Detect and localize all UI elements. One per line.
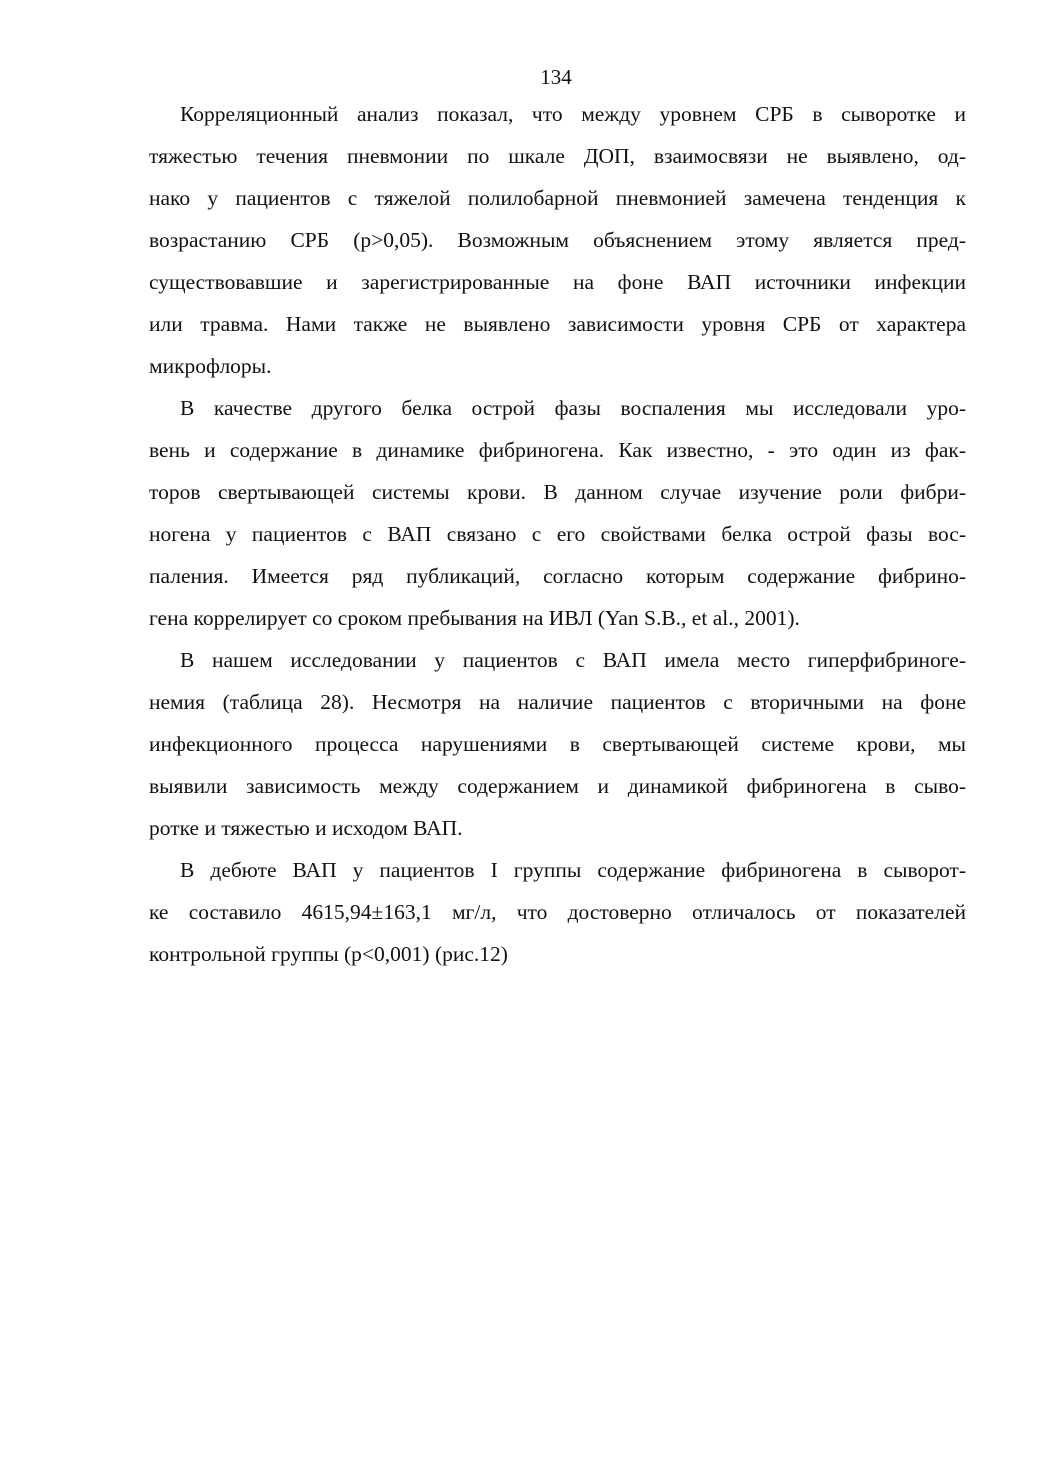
text-line: торов свертывающей системы крови. В данном случае изучение роли фибри- [149,480,966,504]
text-line: ногена у пациентов с ВАП связано с его свойствами белка острой фазы вос- [149,522,966,546]
text-line: вень и содержание в динамике фибриногена. Как известно, - это один из фак- [149,438,966,462]
text-line: выявили зависимость между содержанием и динамикой фибриногена в сыво- [149,774,966,798]
text-line: нако у пациентов с тяжелой полилобарной пневмонией замечена тенденция к [149,186,966,210]
text-line: или травма. Нами также не выявлено зависимости уровня СРБ от характера [149,312,966,336]
text-line: ке составило 4615,94±163,1 мг/л, что достоверно отличалось от показателей [149,900,966,924]
text-line: существовавшие и зарегистрированные на фоне ВАП источники инфекции [149,270,966,294]
text-line: В дебюте ВАП у пациентов I группы содержание фибриногена в сыворот- [180,858,966,882]
text-line: паления. Имеется ряд публикаций, согласно которым содержание фибрино- [149,564,966,588]
text-line: Корреляционный анализ показал, что между уровнем СРБ в сыворотке и [180,102,966,126]
text-line: В нашем исследовании у пациентов с ВАП имела место гиперфибриноге- [180,648,966,672]
text-line: тяжестью течения пневмонии по шкале ДОП, взаимосвязи не выявлено, од- [149,144,966,168]
text-line: микрофлоры. [149,354,272,378]
paragraph-hyperfibrinogenemia [149,643,966,853]
text-line: В качестве другого белка острой фазы воспаления мы исследовали уро- [180,396,966,420]
text-line: возрастанию СРБ (р>0,05). Возможным объяснением этому является пред- [149,228,966,252]
text-line: ротке и тяжестью и исходом ВАП. [149,816,463,840]
text-line: гена коррелирует со сроком пребывания на ИВЛ (Yan S.B., et al., 2001). [149,606,800,630]
text-line: инфекционного процесса нарушениями в свертывающей системе крови, мы [149,732,966,756]
paragraph-correlation [149,97,966,391]
page-number: 134 [540,65,572,89]
paragraph-fibrinogen-intro [149,391,966,643]
text-line: контрольной группы (р<0,001) (рис.12) [149,942,508,966]
body-text [149,97,966,979]
text-line: немия (таблица 28). Несмотря на наличие пациентов с вторичными на фоне [149,690,966,714]
paragraph-debut-group-one [149,853,966,979]
